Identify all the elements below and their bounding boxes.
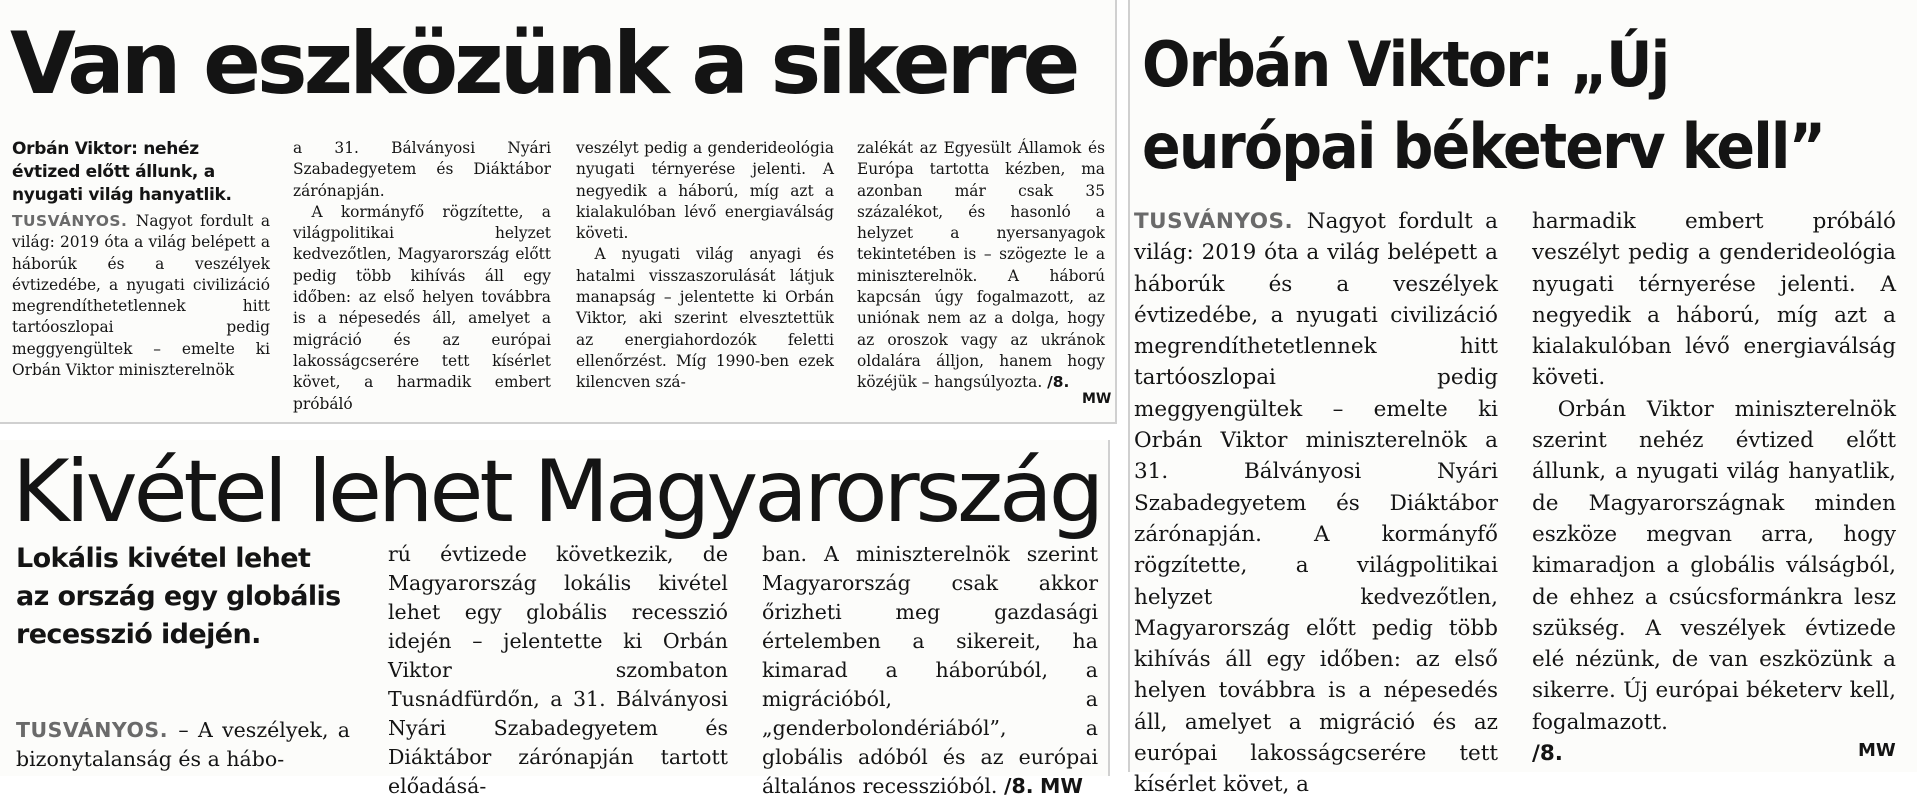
article-column-3 <box>762 540 1098 801</box>
article-column-2 <box>1532 206 1896 769</box>
body-paragraph: A kormányfő rögzítette, a világpolitikai helyzet kedvezőtlen, Magyarország előtt pedig több kihívás áll egy időben: az első helyen továbbra is a népesedés áll, amelyet a migráció és az európai lakosságcserére tett kísérlet követ, a harmadik embert próbáló <box>293 202 551 413</box>
headline-line-1: Orbán Viktor: „Új <box>1142 28 1669 101</box>
article-column-2 <box>293 138 551 415</box>
body-text: harmadik embert próbáló veszélyt pedig a genderideológia nyugati térnyerése jelenti. A negyedik a háború, míg azt a kialakulóban lévő energiaválság követi. <box>1532 209 1896 391</box>
headline: Kivétel lehet Magyarország <box>12 442 1101 542</box>
body-text: a 31. Bálványosi Nyári Szabadegyetem és Diáktábor zárónapján. <box>293 139 551 200</box>
lead-paragraph: Orbán Viktor: nehéz évtized előtt állunk, a nyugati világ hanyatlik. <box>12 139 232 205</box>
article-clipping-1 <box>0 0 1117 424</box>
article-column-1 <box>1134 206 1498 801</box>
article-clipping-3 <box>1128 0 1917 798</box>
article-clipping-2 <box>0 440 1110 798</box>
body-text: veszélyt pedig a genderideológia nyugati térnyerése jelenti. A negyedik a háború, míg azt a kialakulóban lévő energiaválság követi. <box>576 139 834 243</box>
article-column-1-body <box>16 716 350 774</box>
body-text: Nagyot fordult a világ: 2019 óta a világ belépett a háborúk és a veszélyek évtizedébe, a nyugati civilizáció megrendíthetetlennek hitt tartóoszlopai pedig meggyengültek – emelte ki Orbán Viktor miniszterelnök a 31. Bálványosi Nyári Szabadegyetem és Diáktábor zárónapján. A kormányfő rögzítette, a világpolitikai helyzet kedvezőtlen, Magyarország előtt pedig több kihívás áll egy időben: az első helyen továbbra is a népesedés áll, amelyet a migráció és az európai lakosságcserére tett kísérlet követ, a <box>1134 209 1499 798</box>
body-paragraph: A nyugati világ anyagi és hatalmi visszaszorulását látjuk manapság – jelentette ki Orbán Viktor, aki szerint elvesztettük az energiahordozók feletti ellenőrzést. Míg 1990-ben ezek kilencven szá- <box>576 245 834 392</box>
article-column-2 <box>388 540 728 801</box>
page-reference: /8. <box>1003 774 1034 798</box>
article-column-3 <box>576 138 834 394</box>
page-reference: /8. <box>1532 741 1563 767</box>
article-column-1 <box>12 138 270 381</box>
author-signature: MW <box>1858 740 1896 761</box>
body-text: Nagyot fordult a világ: 2019 óta a világ belépett a háborúk és a veszélyek évtizedébe, a nyugati civilizáció megrendíthetetlennek hitt tartóoszlopai pedig meggyengültek – emelte ki Orbán Viktor miniszterelnök <box>12 212 270 380</box>
headline: Van eszközünk a sikerre <box>10 14 1077 114</box>
page-reference: /8. <box>1047 373 1070 392</box>
body-paragraph: Orbán Viktor miniszterelnök szerint nehéz évtized előtt állunk, a nyugati világ hanyatlik, de Magyarországnak minden eszköze megvan arra, hogy kimaradjon a globális válságból, de ehhez a csúcsformánkra lesz szükség. A veszélyek évtizede elé nézünk, de van eszközünk a sikerre. Új európai béketerv kell, fogalmazott. <box>1532 396 1896 735</box>
body-text: rú évtizede következik, de Magyarország lokális kivétel lehet egy globális recesszió idején – jelentette ki Orbán Viktor szombaton Tusnádfürdőn, a 31. Bálványosi Nyári Szabadegyetem és Diáktábor zárónapján tartott előadásá- <box>388 542 728 798</box>
lead-paragraph: Lokális kivétel lehet az ország egy globális recesszió idején. <box>16 543 341 650</box>
headline <box>1142 24 1824 188</box>
body-text: – A veszélyek, a bizonytalanság és a hábo- <box>16 718 350 771</box>
author-signature: MW <box>1040 774 1084 798</box>
dateline: TUSVÁNYOS. <box>12 212 136 230</box>
article-column-1 <box>16 540 350 654</box>
body-text: zalékát az Egyesült Államok és Európa tartotta kézben, ma azonban már csak 35 százalékot, és hasonló a helyzet a nyersanyagok tekintetében is – szögezte le a miniszterelnök. A háború kapcsán úgy fogalmazott, az uniónak nem az a dolga, hogy az oroszok vagy az ukránok oldalára álljon, hanem hogy közéjük – hangsúlyozta. <box>857 139 1105 392</box>
body-text: ban. A miniszterelnök szerint Magyarország csak akkor őrizheti meg gazdasági értelemben a sikereit, ha kimarad a háborúból, a migrációból, a „genderbolondériából”, a globális adóból és az európai általános recesszióból. <box>762 542 1098 798</box>
author-signature: MW <box>1082 391 1112 407</box>
article-column-4 <box>857 138 1105 394</box>
dateline: TUSVÁNYOS. <box>16 718 179 742</box>
headline-line-2: európai béketerv kell” <box>1142 110 1825 183</box>
dateline: TUSVÁNYOS. <box>1134 209 1307 234</box>
